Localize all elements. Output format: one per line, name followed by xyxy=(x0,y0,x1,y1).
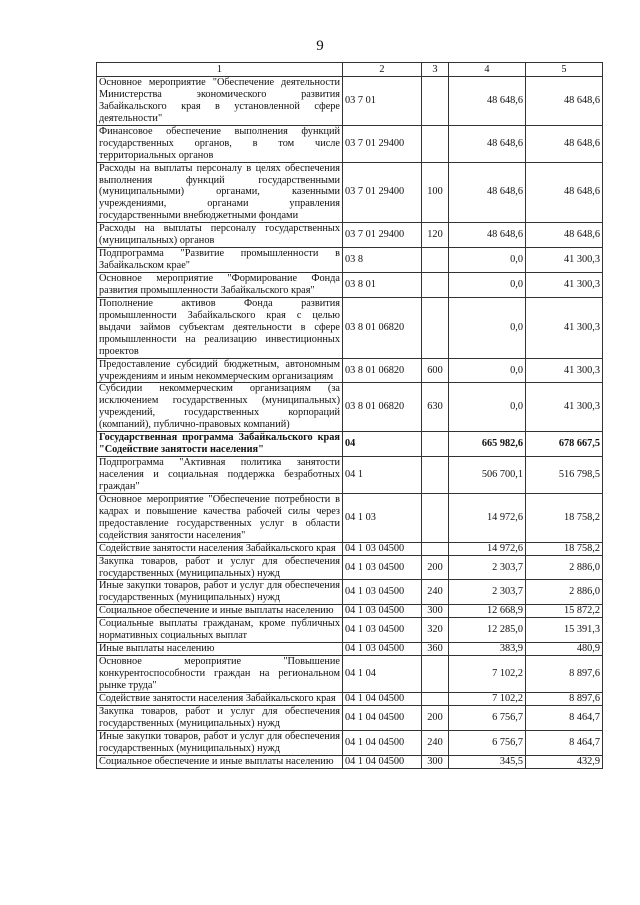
column-header-amount-year1: 4 xyxy=(449,63,526,77)
page-number: 9 xyxy=(316,38,324,54)
row-amount-year2-cell: 48 648,6 xyxy=(526,223,603,248)
table-row xyxy=(97,248,603,273)
row-name-cell: Основное мероприятие "Обеспечение потребности в кадрах и повышение качества рабочей силы через предоставление государственных услуг в области содействия занятости населения" xyxy=(97,493,343,542)
row-code-cell: 03 7 01 xyxy=(343,77,422,126)
row-amount-year2-cell: 41 300,3 xyxy=(526,248,603,273)
row-name-cell: Закупка товаров, работ и услуг для обеспечения государственных (муниципальных) нужд xyxy=(97,705,343,730)
row-expense-type-cell xyxy=(422,457,449,494)
row-amount-year2-cell: 41 300,3 xyxy=(526,383,603,432)
row-amount-year2-cell: 41 300,3 xyxy=(526,358,603,383)
row-expense-type-cell: 360 xyxy=(422,643,449,656)
row-amount-year1-cell: 48 648,6 xyxy=(449,223,526,248)
row-code-cell: 04 1 xyxy=(343,457,422,494)
row-code-cell: 03 8 01 xyxy=(343,273,422,298)
table-row xyxy=(97,223,603,248)
row-code-cell: 03 7 01 29400 xyxy=(343,125,422,162)
row-code-cell: 04 xyxy=(343,432,422,457)
row-code-cell: 03 8 01 06820 xyxy=(343,383,422,432)
row-amount-year2-cell: 41 300,3 xyxy=(526,273,603,298)
row-expense-type-cell: 100 xyxy=(422,162,449,223)
table-row xyxy=(97,705,603,730)
row-amount-year2-cell: 15 872,2 xyxy=(526,605,603,618)
table-body xyxy=(97,77,603,769)
row-name-cell: Социальное обеспечение и иные выплаты населению xyxy=(97,605,343,618)
table-row xyxy=(97,297,603,358)
row-name-cell: Подпрограмма "Активная политика занятости населения и социальная поддержка безработных граждан" xyxy=(97,457,343,494)
row-expense-type-cell: 600 xyxy=(422,358,449,383)
row-amount-year1-cell: 2 303,7 xyxy=(449,555,526,580)
table-row xyxy=(97,77,603,126)
budget-table xyxy=(96,62,603,769)
row-amount-year1-cell: 0,0 xyxy=(449,273,526,298)
table-row xyxy=(97,580,603,605)
row-expense-type-cell xyxy=(422,77,449,126)
row-amount-year1-cell: 48 648,6 xyxy=(449,77,526,126)
row-name-cell: Подпрограмма "Развитие промышленности в Забайкальском крае" xyxy=(97,248,343,273)
table-row xyxy=(97,656,603,693)
table-row xyxy=(97,755,603,768)
row-name-cell: Расходы на выплаты персоналу государственных (муниципальных) органов xyxy=(97,223,343,248)
column-header-code: 2 xyxy=(343,63,422,77)
row-amount-year2-cell: 18 758,2 xyxy=(526,542,603,555)
row-code-cell: 04 1 04 04500 xyxy=(343,755,422,768)
row-amount-year1-cell: 14 972,6 xyxy=(449,493,526,542)
row-name-cell: Основное мероприятие "Обеспечение деятельности Министерства экономического развития Забайкальского края в установленной сфере деятельности" xyxy=(97,77,343,126)
row-amount-year2-cell: 41 300,3 xyxy=(526,297,603,358)
row-expense-type-cell xyxy=(422,692,449,705)
table-row xyxy=(97,730,603,755)
row-name-cell: Иные закупки товаров, работ и услуг для обеспечения государственных (муниципальных) нужд xyxy=(97,580,343,605)
row-amount-year1-cell: 48 648,6 xyxy=(449,125,526,162)
row-amount-year2-cell: 48 648,6 xyxy=(526,125,603,162)
row-expense-type-cell: 200 xyxy=(422,705,449,730)
row-name-cell: Иные закупки товаров, работ и услуг для обеспечения государственных (муниципальных) нужд xyxy=(97,730,343,755)
row-name-cell: Основное мероприятие "Повышение конкурентоспособности граждан на региональном рынке труда" xyxy=(97,656,343,693)
row-amount-year1-cell: 0,0 xyxy=(449,358,526,383)
row-expense-type-cell xyxy=(422,125,449,162)
row-amount-year1-cell: 7 102,2 xyxy=(449,692,526,705)
row-code-cell: 04 1 04 04500 xyxy=(343,730,422,755)
table-row xyxy=(97,643,603,656)
row-code-cell: 04 1 03 04500 xyxy=(343,618,422,643)
row-code-cell: 03 7 01 29400 xyxy=(343,162,422,223)
row-amount-year2-cell: 48 648,6 xyxy=(526,162,603,223)
row-expense-type-cell: 120 xyxy=(422,223,449,248)
row-name-cell: Содействие занятости населения Забайкальского края xyxy=(97,542,343,555)
table-row xyxy=(97,692,603,705)
table-row xyxy=(97,555,603,580)
row-code-cell: 04 1 03 04500 xyxy=(343,542,422,555)
row-amount-year1-cell: 12 285,0 xyxy=(449,618,526,643)
row-code-cell: 03 8 01 06820 xyxy=(343,297,422,358)
table-row xyxy=(97,605,603,618)
row-expense-type-cell: 240 xyxy=(422,580,449,605)
table-row xyxy=(97,493,603,542)
row-expense-type-cell xyxy=(422,248,449,273)
row-amount-year2-cell: 8 464,7 xyxy=(526,730,603,755)
row-amount-year2-cell: 8 897,6 xyxy=(526,656,603,693)
row-expense-type-cell xyxy=(422,542,449,555)
row-name-cell: Расходы на выплаты персоналу в целях обеспечения выполнения функций государственными (муниципальными) органами, казенными учреждениями, органами управления государственными внебюджетными фондами xyxy=(97,162,343,223)
row-amount-year2-cell: 480,9 xyxy=(526,643,603,656)
column-header-expense-type: 3 xyxy=(422,63,449,77)
row-amount-year1-cell: 6 756,7 xyxy=(449,705,526,730)
row-expense-type-cell xyxy=(422,273,449,298)
row-amount-year2-cell: 432,9 xyxy=(526,755,603,768)
row-name-cell: Государственная программа Забайкальского края "Содействие занятости населения" xyxy=(97,432,343,457)
row-amount-year2-cell: 18 758,2 xyxy=(526,493,603,542)
table-row xyxy=(97,618,603,643)
row-code-cell: 04 1 03 04500 xyxy=(343,605,422,618)
row-name-cell: Иные выплаты населению xyxy=(97,643,343,656)
row-amount-year1-cell: 14 972,6 xyxy=(449,542,526,555)
table-row xyxy=(97,457,603,494)
row-code-cell: 04 1 04 04500 xyxy=(343,692,422,705)
row-name-cell: Социальные выплаты гражданам, кроме публичных нормативных социальных выплат xyxy=(97,618,343,643)
row-expense-type-cell: 320 xyxy=(422,618,449,643)
row-name-cell: Основное мероприятие "Формирование Фонда развития промышленности Забайкальского края" xyxy=(97,273,343,298)
row-amount-year1-cell: 0,0 xyxy=(449,383,526,432)
table-row xyxy=(97,383,603,432)
row-expense-type-cell xyxy=(422,493,449,542)
table-row xyxy=(97,542,603,555)
row-expense-type-cell: 630 xyxy=(422,383,449,432)
table-header-row xyxy=(97,63,603,77)
row-name-cell: Пополнение активов Фонда развития промышленности Забайкальского края с целью выдачи займов субъектам деятельности в сфере промышленности на реализацию инвестиционных проектов xyxy=(97,297,343,358)
row-amount-year2-cell: 2 886,0 xyxy=(526,555,603,580)
row-code-cell: 04 1 03 04500 xyxy=(343,580,422,605)
row-amount-year1-cell: 2 303,7 xyxy=(449,580,526,605)
row-code-cell: 03 8 xyxy=(343,248,422,273)
row-code-cell: 04 1 03 xyxy=(343,493,422,542)
row-amount-year1-cell: 665 982,6 xyxy=(449,432,526,457)
table-row xyxy=(97,432,603,457)
table-row xyxy=(97,273,603,298)
row-code-cell: 03 8 01 06820 xyxy=(343,358,422,383)
row-amount-year1-cell: 7 102,2 xyxy=(449,656,526,693)
row-amount-year2-cell: 516 798,5 xyxy=(526,457,603,494)
row-amount-year2-cell: 8 897,6 xyxy=(526,692,603,705)
row-expense-type-cell xyxy=(422,656,449,693)
row-amount-year1-cell: 506 700,1 xyxy=(449,457,526,494)
row-amount-year2-cell: 8 464,7 xyxy=(526,705,603,730)
row-expense-type-cell: 200 xyxy=(422,555,449,580)
row-amount-year1-cell: 0,0 xyxy=(449,248,526,273)
row-name-cell: Предоставление субсидий бюджетным, автономным учреждениям и иным некоммерческим организациям xyxy=(97,358,343,383)
table-row xyxy=(97,162,603,223)
row-code-cell: 04 1 04 xyxy=(343,656,422,693)
row-amount-year1-cell: 383,9 xyxy=(449,643,526,656)
row-expense-type-cell: 300 xyxy=(422,605,449,618)
row-expense-type-cell xyxy=(422,297,449,358)
row-name-cell: Финансовое обеспечение выполнения функций государственных органов, в том числе территориальных органов xyxy=(97,125,343,162)
row-name-cell: Закупка товаров, работ и услуг для обеспечения государственных (муниципальных) нужд xyxy=(97,555,343,580)
row-expense-type-cell xyxy=(422,432,449,457)
row-amount-year2-cell: 2 886,0 xyxy=(526,580,603,605)
row-amount-year1-cell: 345,5 xyxy=(449,755,526,768)
row-amount-year2-cell: 678 667,5 xyxy=(526,432,603,457)
column-header-amount-year2: 5 xyxy=(526,63,603,77)
table-row xyxy=(97,125,603,162)
row-amount-year1-cell: 48 648,6 xyxy=(449,162,526,223)
column-header-name: 1 xyxy=(97,63,343,77)
table-row xyxy=(97,358,603,383)
row-amount-year2-cell: 48 648,6 xyxy=(526,77,603,126)
row-name-cell: Субсидии некоммерческим организациям (за исключением государственных (муниципальных) учреждений, государственных корпораций (компаний), публично-правовых компаний) xyxy=(97,383,343,432)
row-code-cell: 04 1 03 04500 xyxy=(343,643,422,656)
row-expense-type-cell: 240 xyxy=(422,730,449,755)
row-amount-year1-cell: 0,0 xyxy=(449,297,526,358)
row-expense-type-cell: 300 xyxy=(422,755,449,768)
row-code-cell: 04 1 03 04500 xyxy=(343,555,422,580)
row-name-cell: Содействие занятости населения Забайкальского края xyxy=(97,692,343,705)
row-name-cell: Социальное обеспечение и иные выплаты населению xyxy=(97,755,343,768)
row-amount-year1-cell: 6 756,7 xyxy=(449,730,526,755)
row-amount-year1-cell: 12 668,9 xyxy=(449,605,526,618)
row-amount-year2-cell: 15 391,3 xyxy=(526,618,603,643)
row-code-cell: 04 1 04 04500 xyxy=(343,705,422,730)
row-code-cell: 03 7 01 29400 xyxy=(343,223,422,248)
